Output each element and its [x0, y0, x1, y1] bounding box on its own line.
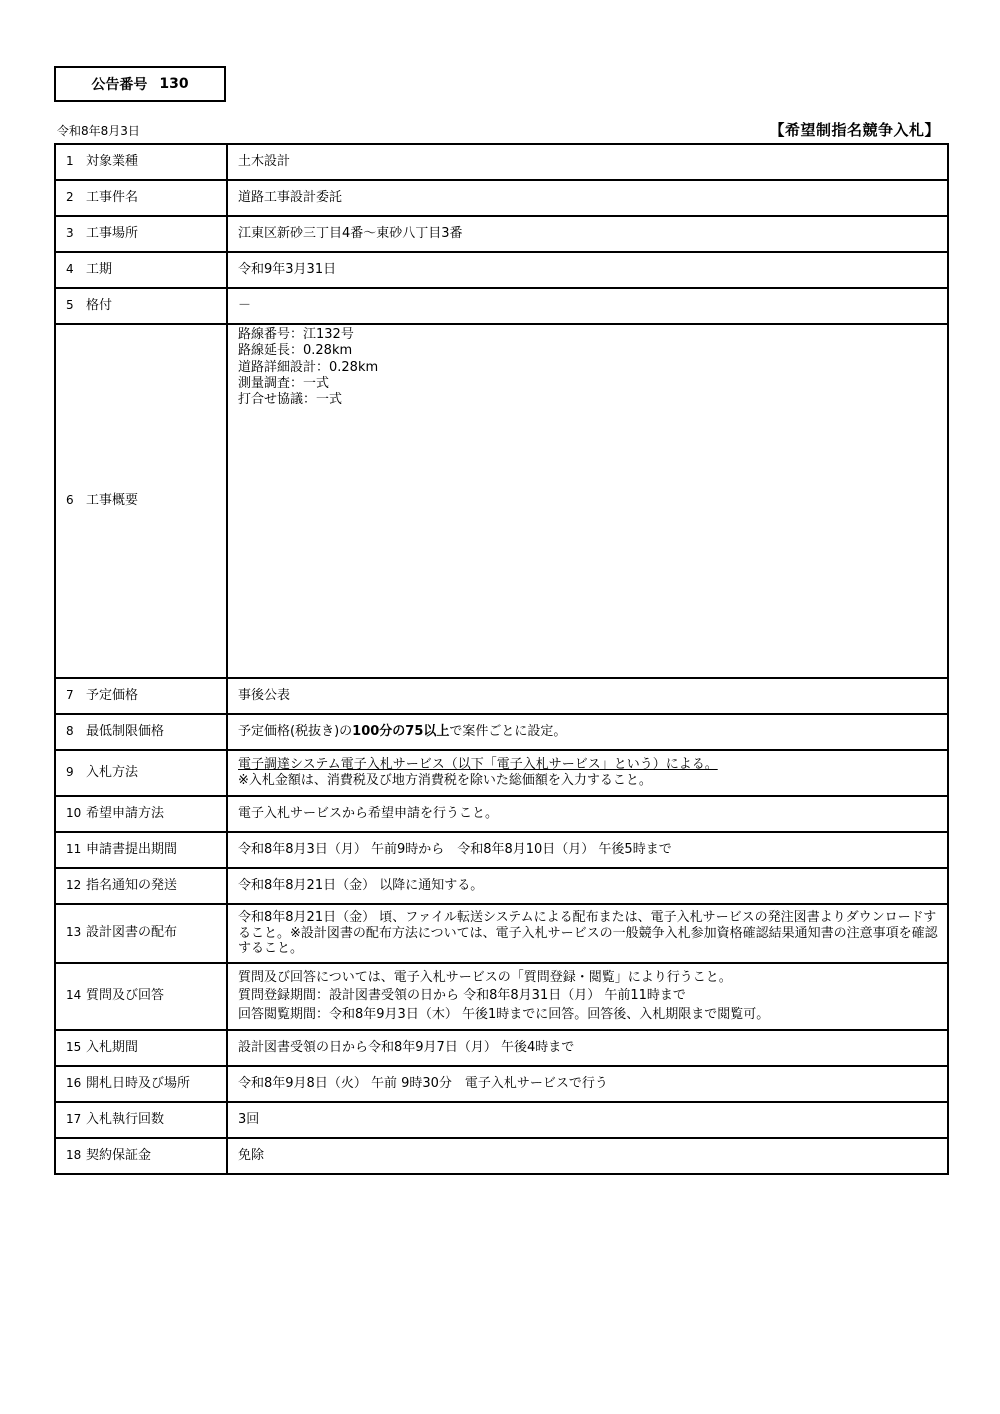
row-label: 希望申請方法 [86, 805, 165, 821]
row-value [227, 963, 948, 1030]
row-number: 6 [66, 492, 74, 507]
notice-date: 令和8年8月3日 [57, 124, 140, 138]
overview-line: 打合せ協議：一式 [238, 392, 343, 407]
row-label: 指名通知の発送 [86, 877, 178, 893]
row-label: 申請書提出期間 [86, 841, 178, 857]
notice-label: 公告番号 [91, 77, 148, 93]
qa-line: 質問及び回答については、電子入札サービスの「質問登録・閲覧」により行うこと。 [238, 970, 732, 986]
row-value: 設計図書受領の日から令和8年9月7日（月） 午後4時まで [227, 1030, 948, 1066]
qa-line: 質問登録期間：設計図書受領の日から 令和8年8月31日（月） 午前11時まで [238, 988, 686, 1004]
row-label: 工期 [86, 261, 113, 277]
row-number: 14 [66, 988, 82, 1003]
row-number: 12 [66, 877, 82, 892]
row-value: 事後公表 [227, 678, 948, 714]
min-price-pre: 予定価格(税抜き)の [238, 723, 353, 739]
row-label: 予定価格 [86, 687, 139, 703]
row-label: 工事概要 [86, 492, 139, 508]
row-value: 令和8年9月8日（火） 午前 9時30分 電子入札サービスで行う [227, 1066, 948, 1102]
row-label: 格付 [86, 297, 113, 313]
table-row [55, 678, 948, 714]
row-value: 令和8年8月21日（金） 以降に通知する。 [227, 868, 948, 904]
row-label: 質問及び回答 [86, 988, 165, 1004]
row-label: 対象業種 [86, 153, 139, 169]
notice-number: 130 [159, 76, 189, 92]
row-number: 4 [66, 261, 74, 276]
row-label: 入札方法 [86, 764, 139, 780]
bid-type: 【希望制指名競争入札】 [769, 121, 940, 139]
row-value: 令和8年8月21日（金） 頃、ファイル転送システムによる配布または、電子入札サービスの発注図書よりダウンロードすること。※設計図書の配布方法については、電子入札サービスの一般競争入札参加資格確認結果通知書の注意事項を確認すること。 [227, 904, 948, 963]
overview-line: 道路詳細設計：0.28km [238, 359, 379, 375]
table-row [55, 1138, 948, 1174]
row-label: 入札執行回数 [86, 1111, 165, 1127]
row-number: 15 [66, 1039, 82, 1054]
row-label: 設計図書の配布 [86, 925, 178, 941]
row-value [227, 750, 948, 796]
row-value [227, 324, 948, 678]
row-value: － [227, 288, 948, 324]
bid-method-line: 電子調達システム電子入札サービス（以下「電子入札サービス」という）による。 [238, 756, 718, 772]
min-price-ratio: 100分の75以上 [352, 723, 450, 739]
bid-info-table [54, 143, 949, 1175]
table-row [55, 324, 948, 678]
table-row [55, 832, 948, 868]
table-row [55, 904, 948, 963]
row-number: 10 [66, 805, 82, 820]
row-label: 開札日時及び場所 [86, 1075, 191, 1091]
row-number: 2 [66, 189, 74, 204]
table-row [55, 963, 948, 1030]
row-number: 5 [66, 297, 74, 312]
row-label: 契約保証金 [86, 1147, 152, 1163]
row-value: 江東区新砂三丁目4番～東砂八丁目3番 [227, 216, 948, 252]
row-number: 17 [66, 1111, 82, 1126]
row-number: 7 [66, 687, 74, 702]
row-label: 最低制限価格 [86, 723, 165, 739]
notice-number-box [54, 66, 226, 102]
table-row [55, 1102, 948, 1138]
row-number: 8 [66, 723, 74, 738]
row-number: 3 [66, 225, 74, 240]
bid-method-note: ※入札金額は、消費税及び地方消費税を除いた総価額を入力すること。 [238, 773, 652, 788]
row-value [227, 714, 948, 750]
qa-line: 回答閲覧期間：令和8年9月3日（木） 午後1時までに回答。回答後、入札期限まで閲覧可。 [238, 1006, 770, 1022]
table-row [55, 750, 948, 796]
table-row [55, 144, 948, 180]
row-value: 3回 [227, 1102, 948, 1138]
table-row [55, 1066, 948, 1102]
overview-line: 路線延長：0.28km [238, 343, 353, 359]
table-row [55, 180, 948, 216]
row-number: 13 [66, 925, 82, 940]
row-number: 9 [66, 764, 74, 779]
table-row [55, 796, 948, 832]
row-number: 11 [66, 841, 82, 856]
row-label: 工事件名 [86, 189, 139, 205]
row-label: 入札期間 [86, 1039, 139, 1055]
row-number: 1 [66, 153, 74, 168]
row-value: 電子入札サービスから希望申請を行うこと。 [227, 796, 948, 832]
min-price-post: で案件ごとに設定。 [449, 723, 567, 739]
row-value: 土木設計 [227, 144, 948, 180]
overview-line: 測量調査：一式 [238, 375, 330, 391]
row-value: 免除 [227, 1138, 948, 1174]
table-row [55, 1030, 948, 1066]
row-value: 令和9年3月31日 [227, 252, 948, 288]
table-row [55, 216, 948, 252]
row-number: 16 [66, 1075, 82, 1090]
table-row [55, 288, 948, 324]
row-value: 道路工事設計委託 [227, 180, 948, 216]
row-value: 令和8年8月3日（月） 午前9時から 令和8年8月10日（月） 午後5時まで [227, 832, 948, 868]
overview-line: 路線番号：江132号 [238, 327, 354, 342]
table-row [55, 868, 948, 904]
table-row [55, 252, 948, 288]
table-row [55, 714, 948, 750]
row-label: 工事場所 [86, 225, 139, 241]
row-number: 18 [66, 1147, 82, 1162]
